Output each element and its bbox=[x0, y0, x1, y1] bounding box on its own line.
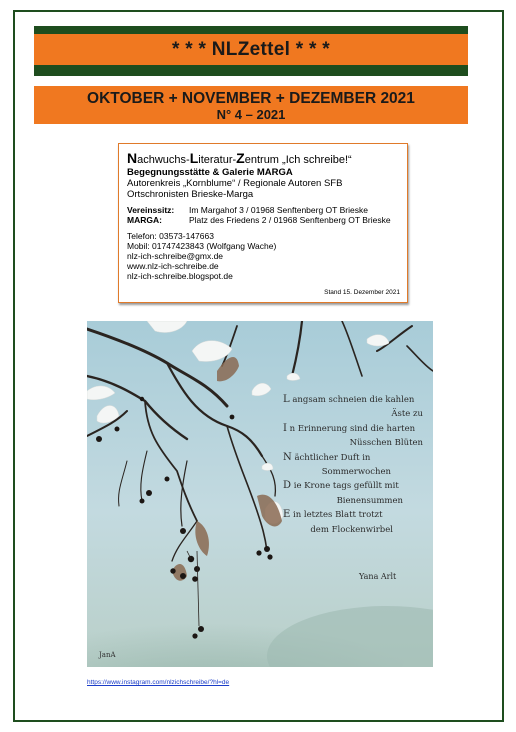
issue-number: N° 4 – 2021 bbox=[216, 107, 286, 122]
photo-signature: JanA bbox=[99, 651, 116, 659]
issue-banner bbox=[34, 86, 468, 124]
org-initial-n: N bbox=[127, 150, 138, 166]
poem-text: ie Krone tags gefüllt mit bbox=[293, 481, 399, 492]
contact-block bbox=[127, 231, 399, 281]
poem-line bbox=[283, 479, 423, 493]
org-name-part3: entrum „Ich schreibe!“ bbox=[244, 154, 352, 166]
poem-initial: I bbox=[283, 422, 287, 434]
banner-top-bar bbox=[34, 26, 468, 34]
organization-name bbox=[127, 151, 399, 167]
poem-initial: D bbox=[283, 480, 292, 492]
banner-middle-bar bbox=[34, 34, 468, 65]
website-address[interactable]: www.nlz-ich-schreibe.de bbox=[127, 261, 219, 271]
poem-line bbox=[283, 508, 423, 522]
gallery-line: Begegnungsstätte & Galerie MARGA bbox=[127, 167, 293, 178]
poem-author: Yana Arlt bbox=[359, 572, 397, 581]
poem-initial: N bbox=[283, 451, 292, 463]
org-initial-l: L bbox=[189, 150, 199, 166]
poem-initial: L bbox=[283, 394, 290, 405]
stand-date: Stand 15. Dezember 2021 bbox=[324, 289, 400, 296]
poem-line bbox=[283, 451, 423, 465]
organization-info-box bbox=[118, 143, 408, 303]
poem bbox=[283, 393, 423, 537]
org-name-part2: iteratur- bbox=[198, 154, 237, 166]
poem-continuation: Äste zu bbox=[391, 409, 423, 420]
title-banner bbox=[34, 26, 468, 76]
org-initial-z: Z bbox=[236, 150, 245, 166]
email-address[interactable]: nlz-ich-schreibe@gmx.de bbox=[127, 251, 224, 261]
address-value: Im Margahof 3 / 01968 Senftenberg OT Brieske bbox=[189, 205, 368, 215]
poem-text: angsam schneien die kahlen bbox=[292, 395, 415, 405]
winter-branch-photo bbox=[87, 321, 433, 667]
newsletter-title: * * * NLZettel * * * bbox=[166, 39, 336, 61]
poem-initial: E bbox=[283, 509, 291, 521]
chroniclers-line: Ortschronisten Brieske-Marga bbox=[127, 189, 254, 200]
poem-text: ächtlicher Duft in bbox=[294, 452, 371, 463]
mobile-number: Mobil: 01747423843 (Wolfgang Wache) bbox=[127, 241, 277, 251]
poem-line bbox=[283, 422, 423, 436]
issue-months: OKTOBER + NOVEMBER + DEZEMBER 2021 bbox=[87, 90, 415, 107]
phone-number: Telefon: 03573-147663 bbox=[127, 231, 214, 241]
blog-address[interactable]: nlz-ich-schreibe.blogspot.de bbox=[127, 271, 233, 281]
address-list bbox=[127, 205, 399, 225]
org-name-part1: achwuchs- bbox=[137, 154, 190, 166]
poem-continuation: Sommerwochen bbox=[321, 467, 391, 478]
address-label: Vereinssitz: bbox=[127, 205, 175, 215]
banner-bottom-bar bbox=[34, 65, 468, 76]
poem-continuation: dem Flockenwirbel bbox=[310, 524, 393, 535]
poem-line bbox=[283, 393, 423, 407]
instagram-link[interactable]: https://www.instagram.com/nlzichschreibe/?hl=de bbox=[87, 679, 230, 686]
address-label: MARGA: bbox=[127, 215, 162, 225]
poem-text: n Erinnerung sind die harten bbox=[289, 423, 416, 434]
authors-line: Autorenkreis „Kornblume“ / Regionale Autoren SFB bbox=[127, 178, 343, 189]
poem-continuation: Bienensummen bbox=[336, 495, 403, 506]
address-value: Platz des Friedens 2 / 01968 Senftenberg OT Brieske bbox=[189, 215, 391, 225]
poem-text: in letztes Blatt trotzt bbox=[293, 510, 383, 521]
poem-continuation: Nüsschen Blüten bbox=[349, 438, 423, 449]
